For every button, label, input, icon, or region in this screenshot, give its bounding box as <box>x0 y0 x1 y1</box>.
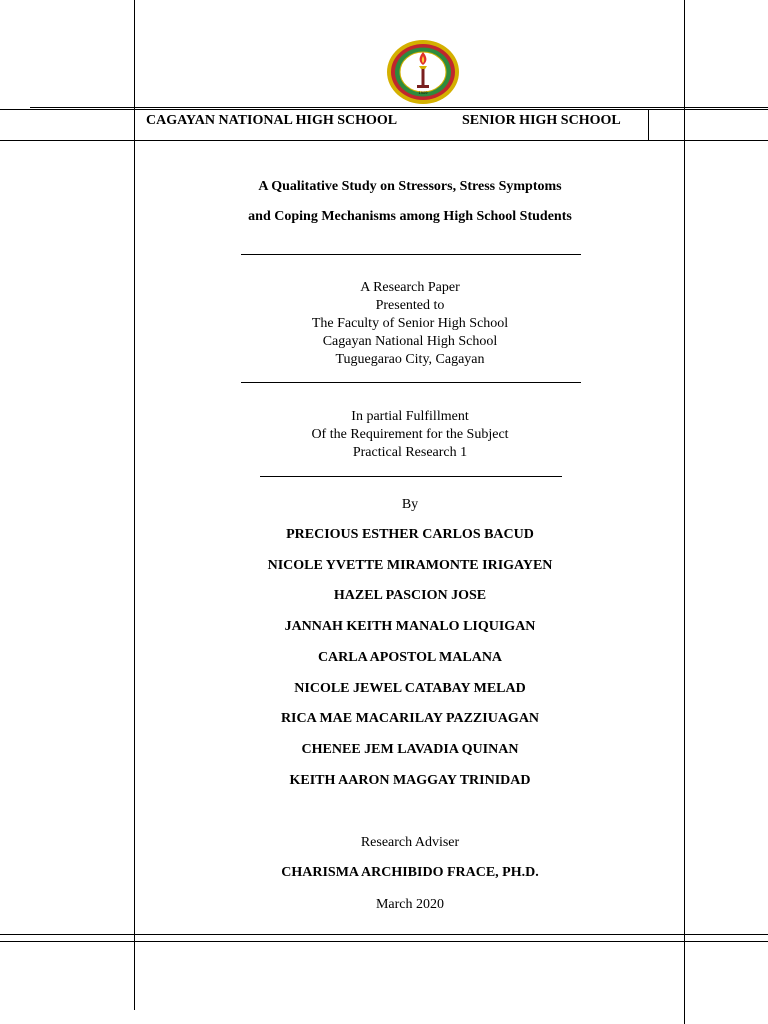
presentation-line: A Research Paper <box>360 280 460 295</box>
submission-date: March 2020 <box>375 897 445 912</box>
school-name: CAGAYAN NATIONAL HIGH SCHOOL <box>146 113 398 128</box>
author-name: PRECIOUS ESTHER CARLOS BACUD <box>286 527 534 542</box>
presentation-line: The Faculty of Senior High School <box>311 316 509 331</box>
fulfillment-line: Of the Requirement for the Subject <box>311 427 509 442</box>
header-top-line <box>30 107 768 108</box>
author-name: KEITH AARON MAGGAY TRINIDAD <box>289 773 531 788</box>
separator-rule-3 <box>260 476 562 477</box>
presentation-line: Presented to <box>375 298 445 313</box>
school-seal-icon <box>385 38 461 106</box>
presentation-line: Cagayan National High School <box>322 334 498 349</box>
seal-year: 1909 <box>418 90 428 95</box>
header-bottom-line <box>0 140 768 141</box>
footer-line-1 <box>0 934 768 935</box>
footer-line-2 <box>0 941 768 942</box>
left-margin-line <box>134 0 135 1010</box>
header-box-divider <box>648 109 649 140</box>
adviser-label: Research Adviser <box>360 835 460 850</box>
fulfillment-line: Practical Research 1 <box>352 445 468 460</box>
author-name: NICOLE JEWEL CATABAY MELAD <box>294 681 526 696</box>
by-label: By <box>401 497 419 512</box>
adviser-name: CHARISMA ARCHIBIDO FRACE, PH.D. <box>281 865 539 880</box>
separator-rule-2 <box>241 382 581 383</box>
header-top-line-2 <box>0 109 768 110</box>
department-label: SENIOR HIGH SCHOOL <box>462 113 621 128</box>
separator-rule-1 <box>241 254 581 255</box>
right-margin-line <box>684 0 685 1024</box>
author-name: HAZEL PASCION JOSE <box>333 588 487 603</box>
title-line-1: A Qualitative Study on Stressors, Stress Symptoms <box>258 179 562 194</box>
presentation-line: Tuguegarao City, Cagayan <box>335 352 485 367</box>
author-name: JANNAH KEITH MANALO LIQUIGAN <box>284 619 536 634</box>
author-name: CARLA APOSTOL MALANA <box>317 650 503 665</box>
author-name: CHENEE JEM LAVADIA QUINAN <box>301 742 519 757</box>
author-name: RICA MAE MACARILAY PAZZIUAGAN <box>280 711 540 726</box>
title-line-2: and Coping Mechanisms among High School Students <box>248 209 572 224</box>
fulfillment-line: In partial Fulfillment <box>351 409 469 424</box>
author-name: NICOLE YVETTE MIRAMONTE IRIGAYEN <box>267 558 553 573</box>
